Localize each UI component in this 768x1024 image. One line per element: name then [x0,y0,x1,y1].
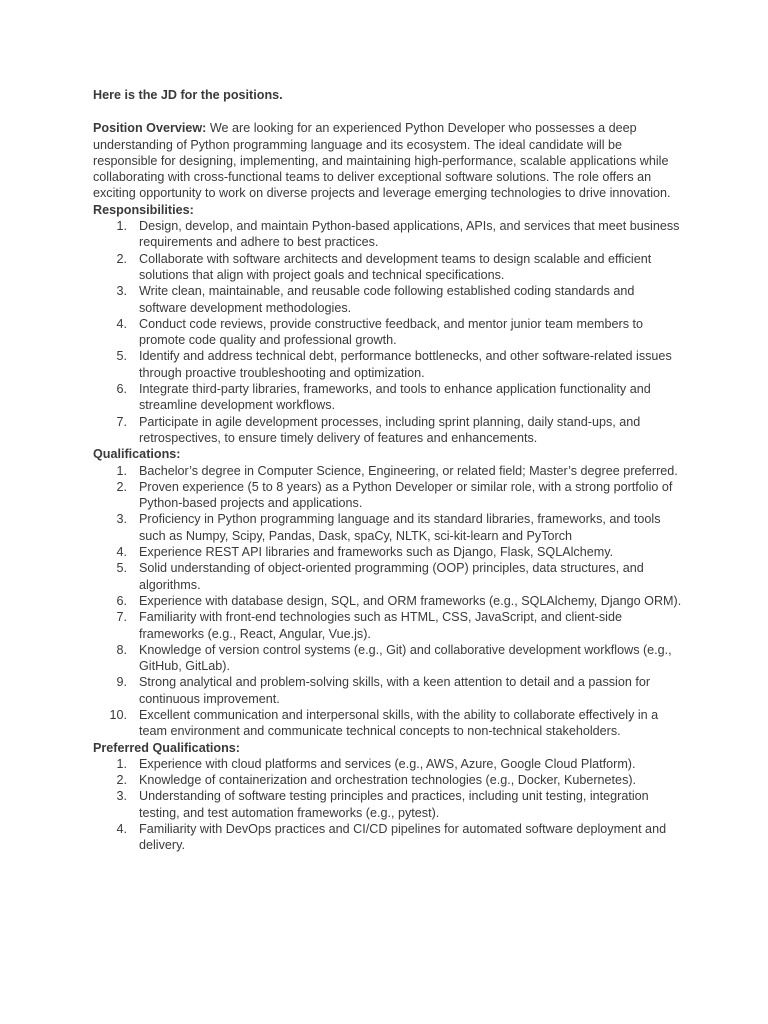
list-item [93,788,685,821]
list-item-text: Excellent communication and interpersonal skills, with the ability to collaborate effectively in a team environment and communicate technical concepts to non-technical stakeholders. [139,707,659,739]
list-item-number: 1. [116,463,127,478]
position-overview [93,120,685,201]
list-item-text: Experience with cloud platforms and services (e.g., AWS, Azure, Google Cloud Platform). [139,756,636,771]
list-item-text: Conduct code reviews, provide constructive feedback, and mentor junior team members to promote code quality and professional growth. [139,316,643,348]
list-item-text: Experience with database design, SQL, and ORM frameworks (e.g., SQLAlchemy, Django ORM). [139,593,682,608]
list-item-number: 1. [116,219,127,234]
responsibilities-heading: Responsibilities: [93,202,194,217]
list-item-number: 7. [116,414,127,429]
list-item-number: 6. [116,382,127,397]
list-item-text: Strong analytical and problem-solving skills, with a keen attention to detail and a passion for continuous improvement. [139,675,651,706]
list-item-text: Proficiency in Python programming language and its standard libraries, frameworks, and tools such as Numpy, Scipy, Pandas, Dask, spaCy, NLTK, sci-kit-learn and PyTorch [139,512,661,543]
list-item-number: 2. [116,479,127,494]
list-item-number: 2. [116,773,127,788]
list-item [93,316,685,349]
list-item-text: Identify and address technical debt, performance bottlenecks, and other software-related issues through proactive troubleshooting and optimization. [139,349,672,380]
list-item [93,707,685,740]
list-item-text: Proven experience (5 to 8 years) as a Python Developer or similar role, with a strong portfolio of Python-based projects and applications. [139,479,673,511]
list-item [93,511,685,544]
list-item [93,756,685,772]
list-item [93,642,685,675]
list-item [93,479,685,512]
list-item [93,674,685,707]
list-item-number: 2. [116,251,127,266]
preferred-qualifications-heading: Preferred Qualifications: [93,740,240,755]
list-item [93,348,685,381]
list-item-text: Collaborate with software architects and development teams to design scalable and efficient solutions that align with project goals and technical specifications. [139,251,652,282]
list-item-text: Design, develop, and maintain Python-based applications, APIs, and services that meet business requirements and adhere to best practices. [139,219,680,250]
responsibilities-list [93,218,685,446]
list-item-text: Participate in agile development processes, including sprint planning, daily stand-ups, and retrospectives, to ensure timely delivery of features and enhancements. [139,414,641,445]
position-overview-label: Position Overview: [93,121,207,136]
list-item-text: Understanding of software testing principles and practices, including unit testing, integration testing, and test automation frameworks (e.g., pytest). [139,789,649,820]
list-item-text: Write clean, maintainable, and reusable code following established coding standards and software development methodologies. [139,284,635,315]
list-item-number: 5. [116,561,127,576]
position-overview-text: We are looking for an experienced Python Developer who possesses a deep understanding of Python programming language and its ecosystem. The ideal candidate will be responsible for designing, implementing, and maintaining high-performance, scalable applications while collaborating with cross-functional teams to deliver exceptional software solutions. The role offers an exciting opportunity to work on diverse projects and leverage emerging technologies to drive innovation. [93,121,671,201]
list-item-number: 4. [116,316,127,331]
list-item-text: Experience REST API libraries and frameworks such as Django, Flask, SQLAlchemy. [139,545,614,560]
list-item [93,251,685,284]
document-page [93,87,685,854]
list-item-number: 8. [116,642,127,657]
list-item [93,283,685,316]
list-item-number: 7. [116,610,127,625]
list-item-text: Knowledge of containerization and orchestration technologies (e.g., Docker, Kubernetes). [139,773,637,788]
qualifications-list [93,463,685,740]
list-item [93,821,685,854]
list-item-text: Solid understanding of object-oriented programming (OOP) principles, data structures, and algorithms. [139,561,644,592]
list-item-number: 6. [116,593,127,608]
list-item-number: 1. [116,756,127,771]
list-item-number: 9. [116,675,127,690]
list-item-text: Familiarity with front-end technologies such as HTML, CSS, JavaScript, and client-side frameworks (e.g., React, Angular, Vue.js). [139,610,622,641]
list-item [93,381,685,414]
intro-text: Here is the JD for the positions. [93,88,283,102]
list-item-number: 4. [116,822,127,837]
list-item [93,218,685,251]
list-item-text: Bachelor’s degree in Computer Science, Engineering, or related field; Master’s degree preferred. [139,463,678,478]
preferred-qualifications-list [93,756,685,854]
list-item [93,414,685,447]
list-item-number: 4. [116,545,127,560]
list-item-number: 5. [116,349,127,364]
list-item [93,544,685,560]
list-item [93,593,685,609]
list-item [93,609,685,642]
list-item-text: Knowledge of version control systems (e.g., Git) and collaborative development workflows (e.g., GitHub, GitLab). [139,642,672,674]
list-item-number: 10. [109,707,127,722]
list-item-number: 3. [116,512,127,527]
list-item-text: Integrate third-party libraries, frameworks, and tools to enhance application functionality and streamline development workflows. [139,382,651,413]
list-item-number: 3. [116,789,127,804]
list-item [93,560,685,593]
list-item-text: Familiarity with DevOps practices and CI/CD pipelines for automated software deployment and delivery. [139,822,667,853]
qualifications-heading: Qualifications: [93,447,181,462]
list-item-number: 3. [116,284,127,299]
list-item [93,463,685,479]
list-item [93,772,685,788]
